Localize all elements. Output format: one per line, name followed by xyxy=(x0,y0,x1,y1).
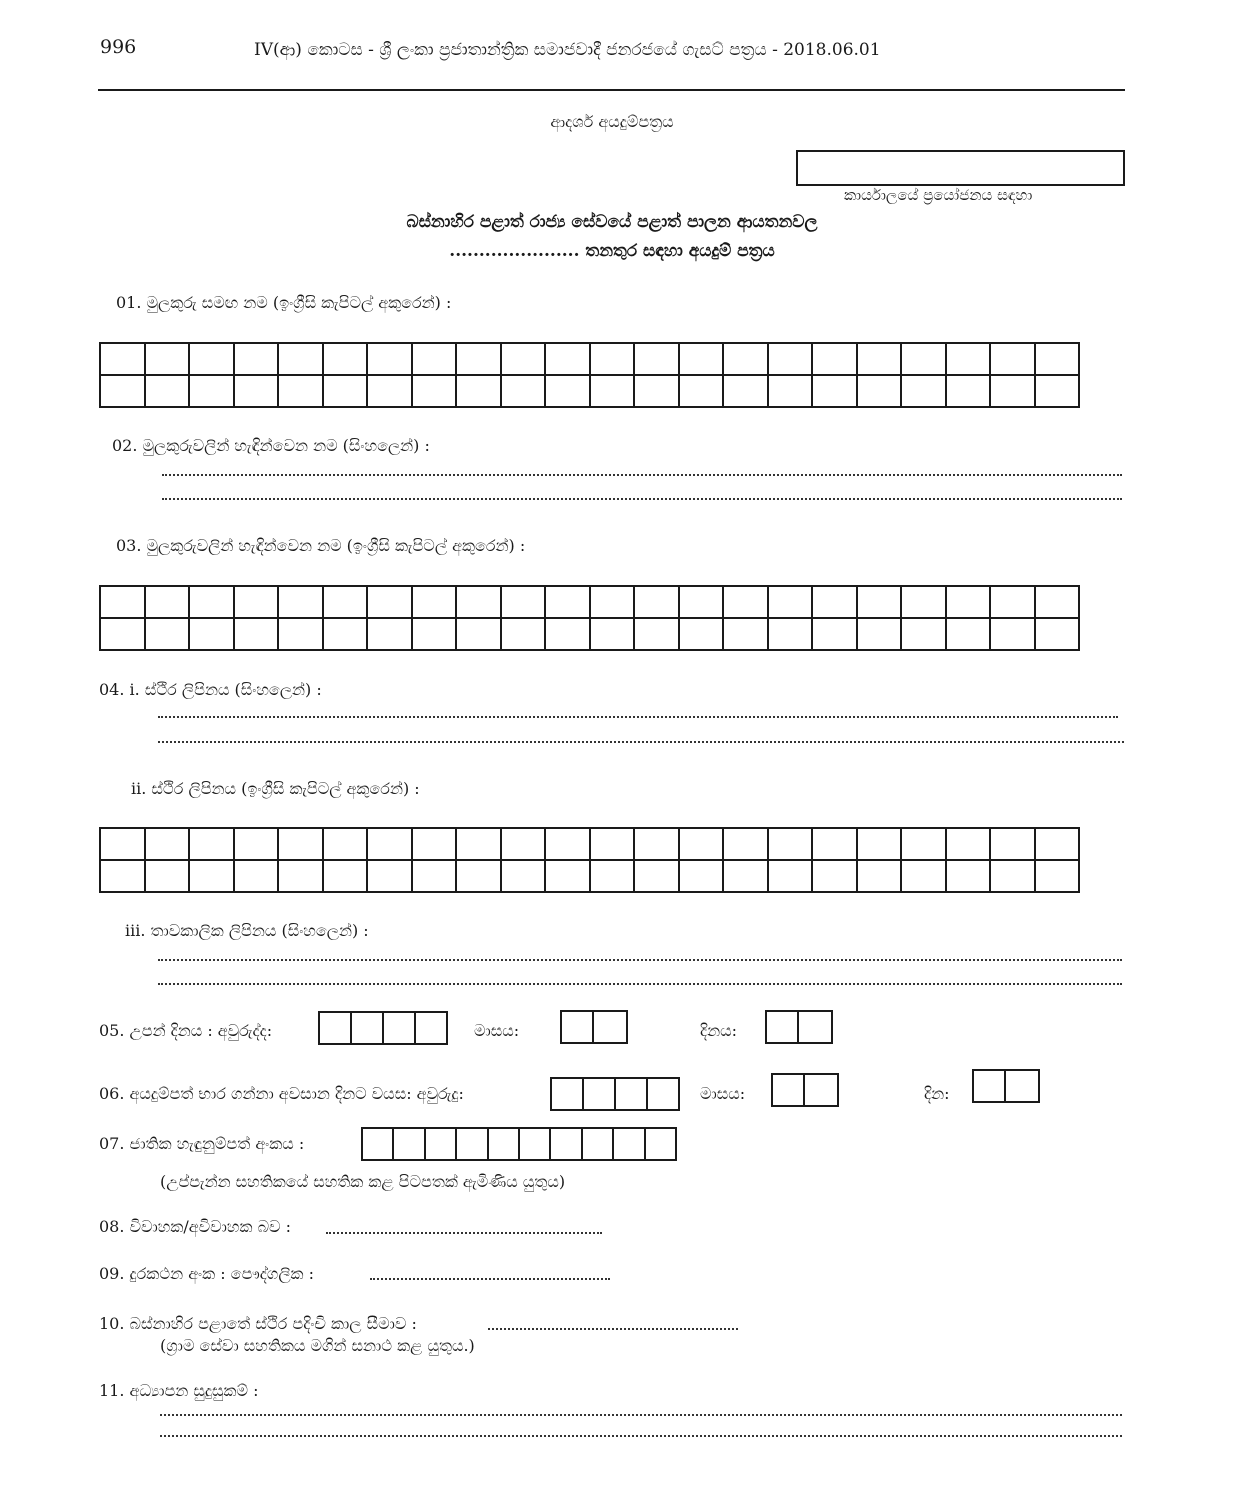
field-02-line-1[interactable] xyxy=(162,474,1122,476)
letter-cell[interactable] xyxy=(590,375,635,407)
letter-cell[interactable] xyxy=(946,343,991,375)
grid-row xyxy=(100,343,1079,375)
field-02-line-2[interactable] xyxy=(162,498,1122,500)
letter-cell[interactable] xyxy=(990,828,1035,860)
letter-cell[interactable] xyxy=(857,618,902,650)
field-06-month-label: මාසය: xyxy=(700,1084,746,1103)
letter-cell[interactable] xyxy=(768,828,813,860)
letter-cell[interactable] xyxy=(768,375,813,407)
dob-month-boxes[interactable] xyxy=(560,1010,628,1044)
letter-cell[interactable] xyxy=(189,860,234,892)
field-11-line-1[interactable] xyxy=(160,1414,1122,1416)
letter-cell[interactable] xyxy=(812,375,857,407)
letter-cell[interactable] xyxy=(768,618,813,650)
letter-cell[interactable] xyxy=(100,860,145,892)
letter-cell[interactable] xyxy=(768,343,813,375)
letter-cell[interactable] xyxy=(634,860,679,892)
field-04-i-label: 04. i. ස්ථිර ලිපිනය (සිංහලෙන්) : xyxy=(99,680,322,699)
letter-cell[interactable] xyxy=(278,828,323,860)
letter-cell[interactable] xyxy=(901,586,946,618)
letter-cell[interactable] xyxy=(145,618,190,650)
letter-cell[interactable] xyxy=(412,375,457,407)
office-use-box[interactable] xyxy=(796,150,1125,186)
letter-cell[interactable] xyxy=(634,618,679,650)
letter-cell[interactable] xyxy=(723,586,768,618)
field-05-day-label: දිනය: xyxy=(700,1021,737,1040)
letter-cell[interactable] xyxy=(189,618,234,650)
letter-cell[interactable] xyxy=(501,860,546,892)
field-04-ii-grid[interactable] xyxy=(99,827,1080,893)
letter-cell[interactable] xyxy=(456,343,501,375)
letter-cell[interactable] xyxy=(901,343,946,375)
letter-cell[interactable] xyxy=(679,618,724,650)
letter-cell[interactable] xyxy=(323,586,368,618)
letter-cell[interactable] xyxy=(545,375,590,407)
letter-cell[interactable] xyxy=(367,375,412,407)
grid-row xyxy=(100,828,1079,860)
letter-cell[interactable] xyxy=(145,860,190,892)
letter-cell[interactable] xyxy=(723,375,768,407)
field-04-ii-label: ii. ස්ථිර ලිපිනය (ඉංග්‍රීසි කැපිටල් අකුරෙන්) : xyxy=(131,779,420,798)
field-11-label: 11. අධ්‍යාපන සුදුසුකම් : xyxy=(99,1381,259,1400)
field-04-i-line-2[interactable] xyxy=(158,741,1124,743)
letter-cell[interactable] xyxy=(145,343,190,375)
letter-cell[interactable] xyxy=(590,586,635,618)
letter-cell[interactable] xyxy=(634,828,679,860)
letter-cell[interactable] xyxy=(857,860,902,892)
letter-cell[interactable] xyxy=(456,618,501,650)
field-03-grid[interactable] xyxy=(99,585,1080,651)
letter-cell[interactable] xyxy=(189,375,234,407)
letter-cell[interactable] xyxy=(100,343,145,375)
letter-cell[interactable] xyxy=(367,586,412,618)
field-01-label: 01. මුලකුරු සමඟ නම (ඉංග්‍රීසි කැපිටල් අකුරෙන්) : xyxy=(116,293,452,312)
letter-cell[interactable] xyxy=(590,860,635,892)
letter-cell[interactable] xyxy=(189,586,234,618)
letter-cell[interactable] xyxy=(679,343,724,375)
letter-cell[interactable] xyxy=(189,343,234,375)
field-06-day-label: දින: xyxy=(924,1084,950,1103)
letter-cell[interactable] xyxy=(990,375,1035,407)
letter-cell[interactable] xyxy=(189,828,234,860)
field-04-iii-label: iii. තාවකාලික ලිපිනය (සිංහලෙන්) : xyxy=(125,921,369,940)
field-08-line[interactable] xyxy=(326,1232,602,1234)
letter-cell[interactable] xyxy=(278,586,323,618)
field-07-note: (උප්පැන්න සහතිකයේ සහතික කළ පිටපතක් ඇමිණිය යුතුය) xyxy=(160,1172,566,1191)
field-05-label: 05. උපන් දිනය : අවුරුද්ද: xyxy=(99,1021,273,1040)
letter-cell[interactable] xyxy=(323,860,368,892)
letter-cell[interactable] xyxy=(857,586,902,618)
field-11-line-2[interactable] xyxy=(160,1435,1122,1437)
grid-row xyxy=(100,375,1079,407)
letter-cell[interactable] xyxy=(679,586,724,618)
letter-cell[interactable] xyxy=(1035,618,1080,650)
letter-cell[interactable] xyxy=(723,860,768,892)
gazette-header-title: IV(ආ) කොටස - ශ්‍රී ලංකා ප්‍රජාතාන්ත්‍රික සමාජවාදී ජනරජයේ ගැසට් පත්‍රය - 2018.06.01 xyxy=(254,40,881,60)
letter-cell[interactable] xyxy=(946,586,991,618)
letter-cell[interactable] xyxy=(367,860,412,892)
letter-cell[interactable] xyxy=(634,343,679,375)
field-01-grid[interactable] xyxy=(99,342,1080,408)
letter-cell[interactable] xyxy=(768,860,813,892)
field-04-iii-line-2[interactable] xyxy=(158,983,1122,985)
field-09-label: 09. දුරකථන අංක : පෞද්ගලික : xyxy=(99,1264,315,1283)
field-07-label: 07. ජාතික හැඳුනුම්පත් අංකය : xyxy=(99,1134,305,1153)
field-05-month-label: මාසය: xyxy=(474,1021,520,1040)
letter-cell[interactable] xyxy=(501,586,546,618)
letter-cell[interactable] xyxy=(456,375,501,407)
office-use-label: කාර්යාලයේ ප්‍රයෝජනය සඳහා xyxy=(844,186,1033,204)
letter-cell[interactable] xyxy=(901,375,946,407)
letter-cell[interactable] xyxy=(857,343,902,375)
letter-grid[interactable] xyxy=(99,827,1080,893)
letter-cell[interactable] xyxy=(990,618,1035,650)
letter-cell[interactable] xyxy=(590,343,635,375)
field-04-i-line-1[interactable] xyxy=(158,716,1118,718)
letter-cell[interactable] xyxy=(412,860,457,892)
letter-cell[interactable] xyxy=(634,586,679,618)
form-heading-line1: බස්නාහිර පළාත් රාජ්‍ය සේවයේ පළාත් පාලන ආයතනවල xyxy=(406,212,818,232)
letter-cell[interactable] xyxy=(367,343,412,375)
letter-cell[interactable] xyxy=(590,618,635,650)
letter-cell[interactable] xyxy=(946,828,991,860)
letter-cell[interactable] xyxy=(456,828,501,860)
letter-cell[interactable] xyxy=(946,375,991,407)
form-title: ආදර්ශ අයදුම්පත්‍රය xyxy=(550,112,674,131)
letter-cell[interactable] xyxy=(679,860,724,892)
letter-cell[interactable] xyxy=(278,375,323,407)
grid-row xyxy=(100,860,1079,892)
page-number: 996 xyxy=(100,36,137,58)
letter-cell[interactable] xyxy=(812,586,857,618)
letter-cell[interactable] xyxy=(545,618,590,650)
letter-cell[interactable] xyxy=(990,343,1035,375)
letter-cell[interactable] xyxy=(946,860,991,892)
letter-cell[interactable] xyxy=(857,828,902,860)
letter-cell[interactable] xyxy=(1035,343,1080,375)
letter-cell[interactable] xyxy=(234,618,279,650)
letter-cell[interactable] xyxy=(812,618,857,650)
letter-cell[interactable] xyxy=(990,586,1035,618)
field-10-label: 10. බස්නාහිර පළාතේ ස්ථිර පදිංචි කාල සීමාව : xyxy=(99,1314,417,1333)
letter-cell[interactable] xyxy=(1035,828,1080,860)
letter-grid[interactable] xyxy=(99,342,1080,408)
letter-cell[interactable] xyxy=(278,618,323,650)
header-rule xyxy=(98,89,1125,91)
letter-cell[interactable] xyxy=(812,343,857,375)
letter-cell[interactable] xyxy=(145,586,190,618)
letter-cell[interactable] xyxy=(145,375,190,407)
letter-cell[interactable] xyxy=(501,618,546,650)
letter-cell[interactable] xyxy=(278,343,323,375)
letter-cell[interactable] xyxy=(100,586,145,618)
letter-cell[interactable] xyxy=(590,828,635,860)
letter-cell[interactable] xyxy=(412,828,457,860)
letter-cell[interactable] xyxy=(412,618,457,650)
field-09-line[interactable] xyxy=(370,1278,610,1280)
field-02-label: 02. මුලකුරුවලින් හැඳින්වෙන නම (සිංහලෙන්) : xyxy=(112,436,430,455)
letter-cell[interactable] xyxy=(901,618,946,650)
dob-year-boxes[interactable] xyxy=(318,1011,448,1045)
field-04-iii-line-1[interactable] xyxy=(158,959,1122,961)
letter-cell[interactable] xyxy=(456,860,501,892)
letter-cell[interactable] xyxy=(234,828,279,860)
age-day-boxes[interactable] xyxy=(972,1069,1040,1103)
letter-cell[interactable] xyxy=(812,860,857,892)
letter-cell[interactable] xyxy=(545,586,590,618)
letter-cell[interactable] xyxy=(545,343,590,375)
letter-cell[interactable] xyxy=(679,828,724,860)
grid-row xyxy=(100,618,1079,650)
letter-cell[interactable] xyxy=(723,343,768,375)
field-10-note: (ග්‍රාම සේවා සහතිකය මගින් සනාථ කළ යුතුය.) xyxy=(160,1336,475,1355)
letter-cell[interactable] xyxy=(323,343,368,375)
letter-cell[interactable] xyxy=(946,618,991,650)
letter-cell[interactable] xyxy=(723,618,768,650)
letter-cell[interactable] xyxy=(323,375,368,407)
letter-cell[interactable] xyxy=(679,375,724,407)
form-heading-line2: ...................... තනතුර සඳහා අයදුම් පත්‍රය xyxy=(449,241,775,261)
letter-cell[interactable] xyxy=(768,586,813,618)
letter-cell[interactable] xyxy=(501,343,546,375)
letter-cell[interactable] xyxy=(100,618,145,650)
letter-cell[interactable] xyxy=(501,375,546,407)
letter-cell[interactable] xyxy=(901,828,946,860)
field-08-label: 08. විවාහක/අවිවාහක බව : xyxy=(99,1217,291,1236)
letter-cell[interactable] xyxy=(545,828,590,860)
letter-cell[interactable] xyxy=(1035,860,1080,892)
letter-cell[interactable] xyxy=(1035,375,1080,407)
letter-cell[interactable] xyxy=(545,860,590,892)
dob-day-boxes[interactable] xyxy=(765,1010,833,1044)
letter-cell[interactable] xyxy=(100,375,145,407)
grid-row xyxy=(100,586,1079,618)
nic-number-boxes[interactable] xyxy=(361,1127,677,1161)
letter-grid[interactable] xyxy=(99,585,1080,651)
field-06-label: 06. අයදුම්පත් භාර ගන්නා අවසාන දිනට වයස: අවුරුදු: xyxy=(99,1084,464,1103)
letter-cell[interactable] xyxy=(412,343,457,375)
letter-cell[interactable] xyxy=(901,860,946,892)
age-year-boxes[interactable] xyxy=(550,1077,680,1111)
letter-cell[interactable] xyxy=(412,586,457,618)
letter-cell[interactable] xyxy=(501,828,546,860)
letter-cell[interactable] xyxy=(857,375,902,407)
letter-cell[interactable] xyxy=(367,618,412,650)
letter-cell[interactable] xyxy=(100,828,145,860)
field-10-line[interactable] xyxy=(488,1328,738,1330)
letter-cell[interactable] xyxy=(1035,586,1080,618)
age-month-boxes[interactable] xyxy=(771,1073,839,1107)
letter-cell[interactable] xyxy=(634,375,679,407)
letter-cell[interactable] xyxy=(990,860,1035,892)
letter-cell[interactable] xyxy=(234,586,279,618)
letter-cell[interactable] xyxy=(456,586,501,618)
letter-cell[interactable] xyxy=(145,828,190,860)
letter-cell[interactable] xyxy=(367,828,412,860)
letter-cell[interactable] xyxy=(278,860,323,892)
letter-cell[interactable] xyxy=(234,375,279,407)
letter-cell[interactable] xyxy=(812,828,857,860)
letter-cell[interactable] xyxy=(323,618,368,650)
letter-cell[interactable] xyxy=(323,828,368,860)
letter-cell[interactable] xyxy=(723,828,768,860)
letter-cell[interactable] xyxy=(234,860,279,892)
field-03-label: 03. මුලකුරුවලින් හැඳින්වෙන නම (ඉංග්‍රීසි කැපිටල් අකුරෙන්) : xyxy=(116,536,526,555)
letter-cell[interactable] xyxy=(234,343,279,375)
